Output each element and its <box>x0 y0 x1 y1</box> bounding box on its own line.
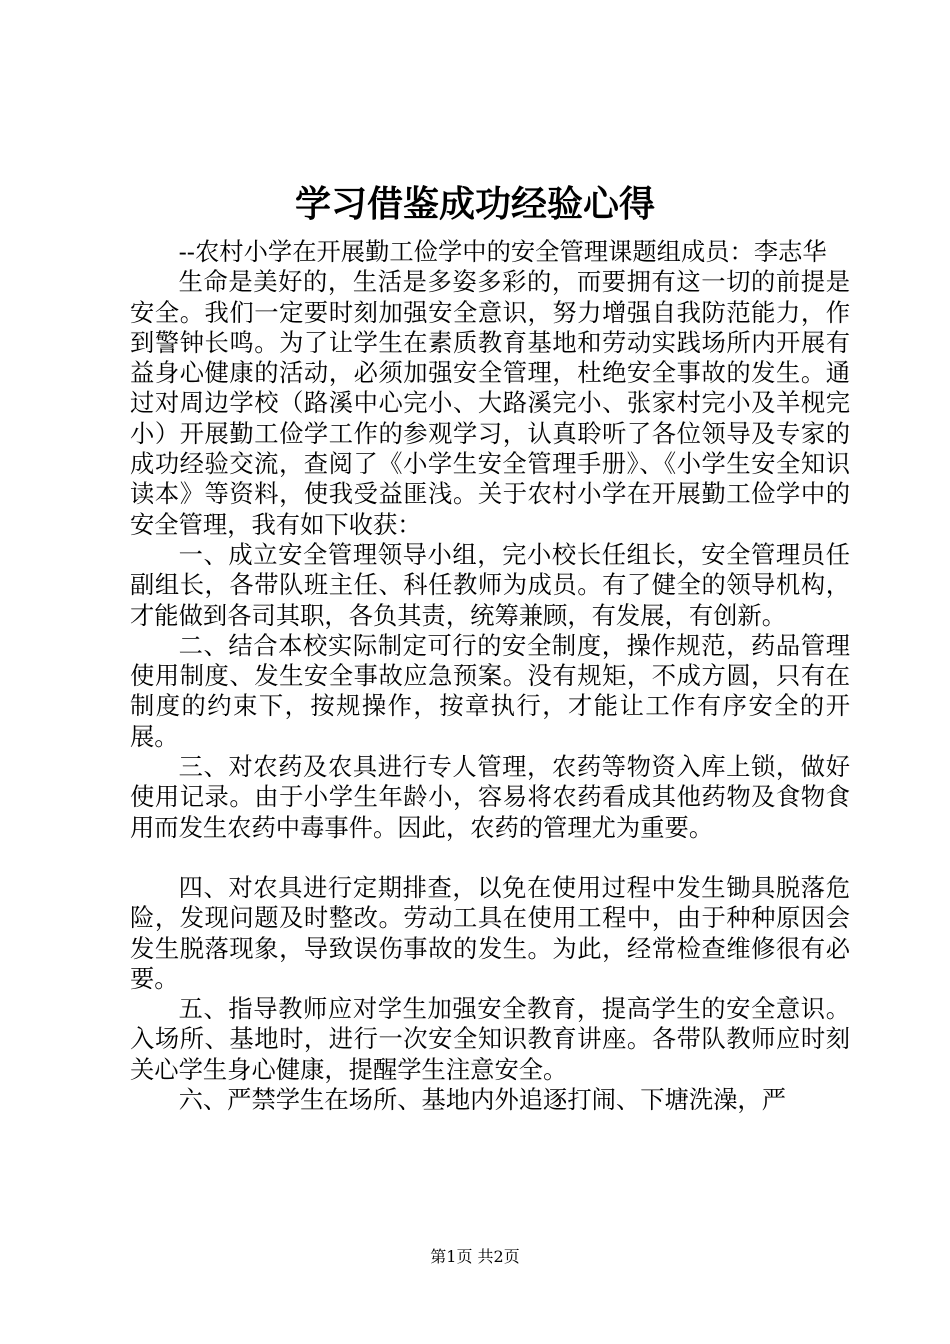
paragraph-2: 二、结合本校实际制定可行的安全制度，操作规范，药品管理使用制度、发生安全事故应急预案。没有规矩，不成方圆，只有在制度的约束下，按规操作，按章执行，才能让工作有序安全的开展。 <box>130 630 850 751</box>
paragraph-5: 五、指导教师应对学生加强安全教育，提高学生的安全意识。入场所、基地时，进行一次安全知识教育讲座。各带队教师应时刻关心学生身心健康，提醒学生注意安全。 <box>130 994 850 1084</box>
paragraph-1: 一、成立安全管理领导小组，完小校长任组长，安全管理员任副组长，各带队班主任、科任教师为成员。有了健全的领导机构，才能做到各司其职，各负其责，统筹兼顾，有发展，有创新。 <box>130 539 850 630</box>
paragraph-4: 四、对农具进行定期排查，以免在使用过程中发生锄具脱落危险，发现问题及时整改。劳动工具在使用工程中，由于种种原因会发生脱落现象，导致误伤事故的发生。为此，经常检查维修很有必要。 <box>130 872 850 993</box>
document-body <box>130 237 850 1115</box>
paragraph-6: 六、严禁学生在场所、基地内外追逐打闹、下塘洗澡，严 <box>178 1085 787 1115</box>
paragraph-intro: 生命是美好的，生活是多姿多彩的，而要拥有这一切的前提是安全。我们一定要时刻加强安全意识，努力增强自我防范能力，作到警钟长鸣。为了让学生在素质教育基地和劳动实践场所内开展有益身心健康的活动，必须加强安全管理，杜绝安全事故的发生。通过对周边学校（路溪中心完小、大路溪完小、张家村完小及羊枧完小）开展勤工俭学工作的参观学习，认真聆听了各位领导及专家的成功经验交流，查阅了《小学生安全管理手册》、《小学生安全知识读本》等资料，使我受益匪浅。关于农村小学在开展勤工俭学中的安全管理，我有如下收获： <box>130 267 850 539</box>
paragraph-3: 三、对农药及农具进行专人管理，农药等物资入库上锁，做好使用记录。由于小学生年龄小，容易将农药看成其他药物及食物食用而发生农药中毒事件。因此，农药的管理尤为重要。 <box>130 752 850 842</box>
page-footer: 第1页 共2页 <box>430 1247 520 1266</box>
document-title: 学习借鉴成功经验心得 <box>294 183 655 225</box>
subtitle-line: --农村小学在开展勤工俭学中的安全管理课题组成员：李志华 <box>178 237 827 266</box>
